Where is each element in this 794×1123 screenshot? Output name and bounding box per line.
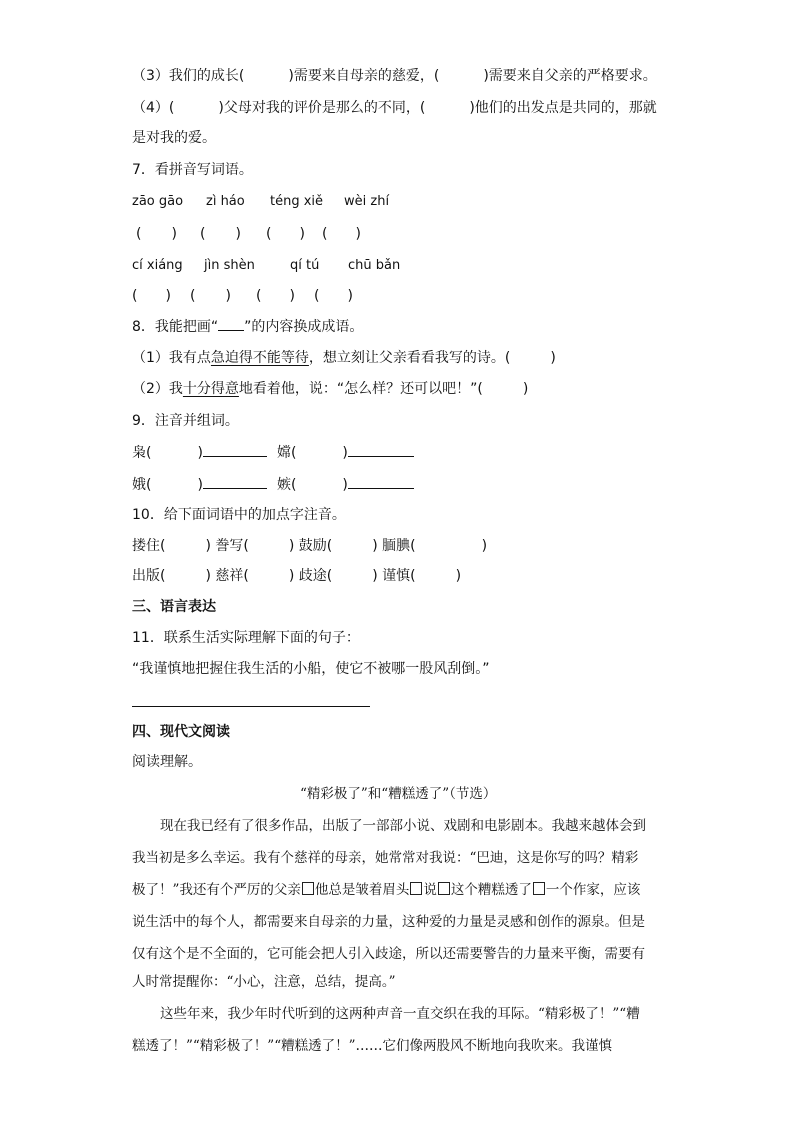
- answer-parens[interactable]: [314, 286, 353, 306]
- paren-close: ): [342, 445, 348, 461]
- pinyin: zāo gāo: [132, 194, 184, 209]
- answer-parens[interactable]: [266, 224, 322, 244]
- paren-close: ): [299, 226, 305, 242]
- article-line: [132, 880, 640, 900]
- q10-word: 出版(: [132, 568, 166, 584]
- paren-close: ): [225, 288, 231, 304]
- q11-title: 11．联系生活实际理解下面的句子：: [132, 630, 360, 646]
- article-line: 这些年来，我少年时代听到的这两种声音一直交织在我的耳际。“精彩极了！”“糟: [160, 1006, 640, 1022]
- paren-open: (: [132, 288, 138, 304]
- word-blank[interactable]: [348, 474, 414, 489]
- paren-close: ): [197, 477, 203, 493]
- q10-row2: [132, 566, 461, 586]
- q6-item4-text-b: )父母对我的评价是那么的不同，(: [218, 100, 426, 116]
- answer-parens[interactable]: [256, 286, 314, 306]
- q11-quote: “我谨慎地把握住我生活的小船，使它不被哪一股风刮倒。”: [132, 661, 490, 677]
- pinyin: jìn shèn: [204, 258, 255, 273]
- q8-item2-text-b: 地看着他，说：“怎么样？还可以吧！”(: [238, 381, 483, 397]
- article-segment: 说: [423, 882, 437, 898]
- q6-item3-text-a: （3）我们的成长(: [132, 68, 245, 84]
- article-segment: 他总是皱着眉头: [314, 882, 410, 898]
- paren-close: ): [289, 288, 295, 304]
- paren-close: ): [235, 226, 241, 242]
- q10-word: ) 慈祥(: [205, 568, 249, 584]
- punctuation-blank[interactable]: [533, 882, 545, 895]
- q8-item2-text-a: （2）我: [132, 381, 183, 397]
- q10-word: 搂住(: [132, 538, 166, 554]
- paren-open: (: [136, 226, 142, 242]
- q10-word: ) 誊写(: [205, 538, 249, 554]
- paren-close: ): [165, 288, 171, 304]
- q10-word: ): [481, 538, 488, 554]
- q6-item4-text-c: )他们的出发点是共同的，那就: [469, 100, 657, 116]
- article-line: 人时常提醒你：“小心，注意，总结，提高。”: [132, 974, 396, 990]
- pinyin: zì háo: [206, 194, 245, 209]
- q8-item1-text-c: ): [550, 350, 556, 366]
- pinyin: téng xiě: [270, 194, 324, 209]
- paren-open: (: [200, 226, 206, 242]
- punctuation-blank[interactable]: [438, 882, 450, 895]
- q6-item3-text-b: )需要来自母亲的慈爱，(: [288, 68, 440, 84]
- word-blank[interactable]: [348, 442, 414, 457]
- section3-heading: 三、语言表达: [132, 599, 216, 615]
- paren-open: (: [290, 477, 297, 493]
- article-line: 我当初是多么幸运。我有个慈祥的母亲，她常常对我说：“巴迪，这是你写的吗？精彩: [132, 850, 639, 866]
- q8-item2: [132, 379, 528, 399]
- punctuation-blank[interactable]: [410, 882, 422, 895]
- answer-parens[interactable]: [200, 224, 266, 244]
- paren-open: (: [314, 288, 320, 304]
- article-line: 现在我已经有了很多作品，出版了一部部小说、戏剧和电影剧本。我越来越体会到: [160, 818, 646, 834]
- paren-open: (: [146, 477, 152, 493]
- q7-answer-row2: [132, 286, 353, 306]
- paren-open: (: [256, 288, 262, 304]
- punctuation-blank[interactable]: [302, 882, 314, 895]
- paren-open: (: [290, 445, 297, 461]
- paren-close: ): [197, 445, 203, 461]
- q9-char: 嫉: [276, 477, 291, 493]
- underlined-phrase: 急迫得不能等待: [210, 350, 309, 366]
- pinyin: qí tú: [290, 258, 320, 273]
- word-blank[interactable]: [203, 442, 267, 457]
- underlined-phrase: 十分得意: [182, 381, 239, 397]
- answer-parens[interactable]: [190, 286, 256, 306]
- q9-title: 9．注音并组词。: [132, 413, 239, 429]
- paren-open: (: [322, 226, 328, 242]
- article-line: 糕透了！”“精彩极了！”“糟糕透了！”……它们像两股风不断地向我吹来。我谨慎: [132, 1038, 613, 1054]
- article-segment: 这个糟糕透了: [450, 882, 532, 898]
- article-line: 仅有这个是不全面的，它可能会把人引入歧途，所以还需要警告的力量来平衡，需要有: [132, 946, 645, 962]
- pinyin: wèi zhí: [344, 194, 390, 209]
- q7-pinyin-row1: [132, 192, 389, 212]
- q9-row2: [132, 474, 414, 494]
- word-blank[interactable]: [203, 474, 267, 489]
- q9-char: 嫦: [276, 445, 291, 461]
- paren-close: ): [342, 477, 348, 493]
- q6-item4-continued: 是对我的爱。: [132, 130, 216, 146]
- paren-open: (: [266, 226, 272, 242]
- q10-word: ) 鼓励(: [288, 538, 333, 554]
- paren-close: ): [355, 226, 361, 242]
- q7-answer-row1: [132, 224, 361, 244]
- article-line: 说生活中的每个人，都需要来自母亲的力量，这种爱的力量是灵感和创作的源泉。但是: [132, 914, 645, 930]
- q10-title: 10．给下面词语中的加点字注音。: [132, 507, 346, 523]
- q9-char: 娥: [132, 477, 146, 493]
- q9-char: 枭: [132, 445, 146, 461]
- q6-item3: [132, 66, 657, 86]
- q10-word: ) 歧途(: [288, 568, 333, 584]
- paren-close: ): [347, 288, 353, 304]
- q7-pinyin-row2: [132, 256, 400, 276]
- q8-item1-text-a: （1）我有点: [132, 350, 211, 366]
- q10-word: ): [455, 568, 462, 584]
- q6-item4: [132, 98, 657, 118]
- q8-title-a: 8．我能把画“: [132, 319, 219, 335]
- q8-title-b: ”的内容换成成语。: [244, 319, 364, 335]
- underline-sample: [218, 316, 244, 331]
- q7-title: 7．看拼音写词语。: [132, 162, 253, 178]
- answer-line[interactable]: [132, 706, 370, 707]
- reading-intro: 阅读理解。: [132, 754, 202, 770]
- q8-item1: [132, 348, 556, 368]
- answer-parens[interactable]: [132, 286, 190, 306]
- q10-word: ) 腼腆(: [372, 538, 416, 554]
- q10-word: ) 谨慎(: [372, 568, 416, 584]
- answer-parens[interactable]: [322, 224, 361, 244]
- q8-item2-text-c: ): [522, 381, 529, 397]
- answer-parens[interactable]: [132, 224, 200, 244]
- q9-row1: [132, 442, 414, 462]
- q6-item4-text-a: （4）(: [132, 100, 175, 116]
- article-segment: 极了！”我还有个严厉的父亲: [132, 882, 301, 898]
- q8-item1-text-b: ，想立刻让父亲看看我写的诗。(: [308, 350, 511, 366]
- pinyin: chū bǎn: [348, 258, 401, 273]
- paren-close: ): [171, 226, 177, 242]
- q8-title: [132, 316, 363, 336]
- paren-open: (: [146, 445, 152, 461]
- q10-row1: [132, 536, 487, 556]
- q6-item3-text-c: )需要来自父亲的严格要求。: [483, 68, 657, 84]
- pinyin: cí xiáng: [132, 258, 183, 273]
- article-segment: 一个作家，应该: [545, 882, 641, 898]
- paren-open: (: [190, 288, 196, 304]
- section4-heading: 四、现代文阅读: [132, 724, 230, 740]
- article-title: “精彩极了”和“糟糕透了”（节选）: [300, 786, 497, 802]
